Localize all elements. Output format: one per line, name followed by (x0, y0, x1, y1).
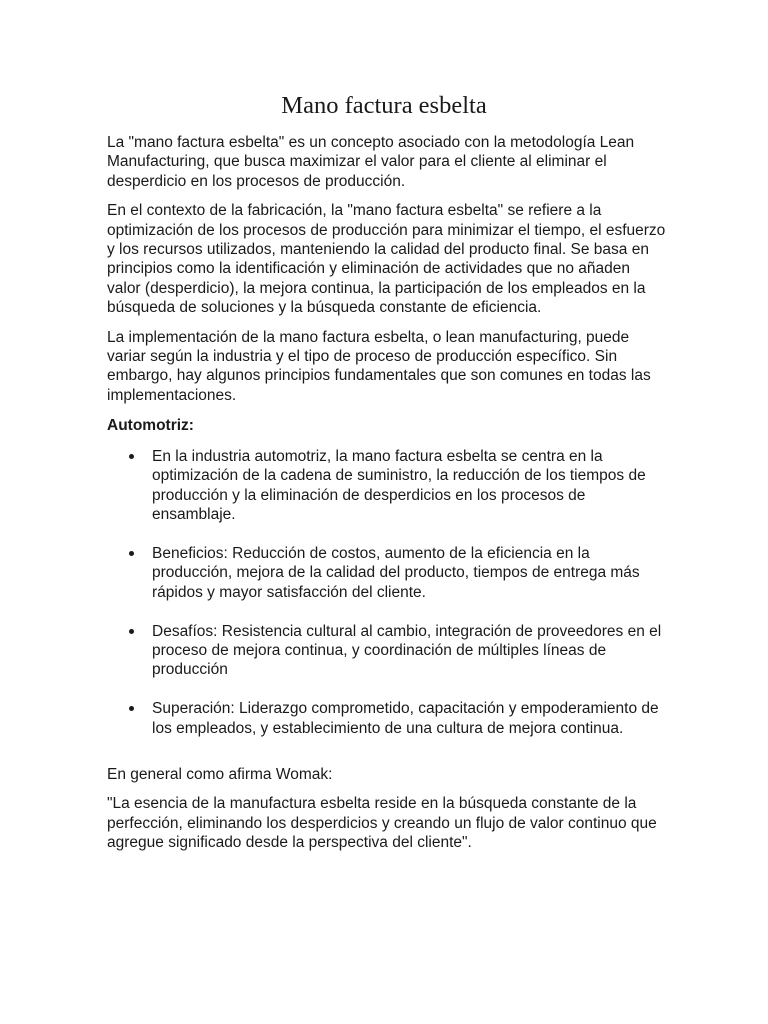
list-item (107, 447, 667, 525)
closing-intro: En general como afirma Womak: (107, 766, 333, 784)
list-item-text: Superación: Liderazgo comprometido, capacitación y empoderamiento de los empleados, y establecimiento de una cultura de mejora continua. (152, 700, 659, 737)
intro-paragraph: La "mano factura esbelta" es un concepto asociado con la metodología Lean Manufacturing, que busca maximizar el valor para el cliente al eliminar el desperdicio en los procesos de producción. (107, 134, 635, 190)
list-item (107, 699, 667, 738)
bullet-list (107, 447, 667, 738)
bullet-icon (129, 706, 134, 711)
closing-quote: "La esencia de la manufactura esbelta reside en la búsqueda constante de la perfección, eliminando los desperdicios y creando un flujo de valor continuo que agregue significado desde la perspectiva del cliente". (107, 795, 657, 852)
list-item-text: Desafíos: Resistencia cultural al cambio, integración de proveedores en el proceso de mejora continua, y coordinación de múltiples líneas de producción (152, 622, 662, 679)
bullet-icon (129, 454, 134, 459)
list-item (107, 622, 667, 680)
list-item-text: Beneficios: Reducción de costos, aumento de la eficiencia en la producción, mejora de la calidad del producto, tiempos de entrega más rápidos y mayor satisfacción del cliente. (152, 544, 640, 601)
context-paragraph: En el contexto de la fabricación, la "mano factura esbelta" se refiere a la optimización de los procesos de producción para minimizar el tiempo, el esfuerzo y los recursos utilizados, manteniendo la calidad del producto final. Se basa en principios como la identificación y eliminación de actividades que no añaden valor (desperdicio), la mejora continua, la participación de los empleados en la búsqueda de soluciones y la búsqueda constante de eficiencia. (107, 202, 666, 317)
bullet-icon (129, 629, 134, 634)
list-item (107, 544, 667, 602)
bullet-icon (129, 551, 134, 556)
implementation-paragraph: La implementación de la mano factura esbelta, o lean manufacturing, puede variar según la industria y el tipo de proceso de producción específico. Sin embargo, hay algunos principios fundamentales que son comunes en todas las implementaciones. (107, 328, 651, 404)
section-heading: Automotriz: (107, 417, 194, 435)
list-item-text: En la industria automotriz, la mano factura esbelta se centra en la optimización de la cadena de suministro, la reducción de los tiempos de producción y la eliminación de desperdicios en los procesos de ensamblaje. (152, 447, 646, 523)
document-body (107, 133, 667, 853)
document-title: Mano factura esbelta (281, 92, 487, 119)
